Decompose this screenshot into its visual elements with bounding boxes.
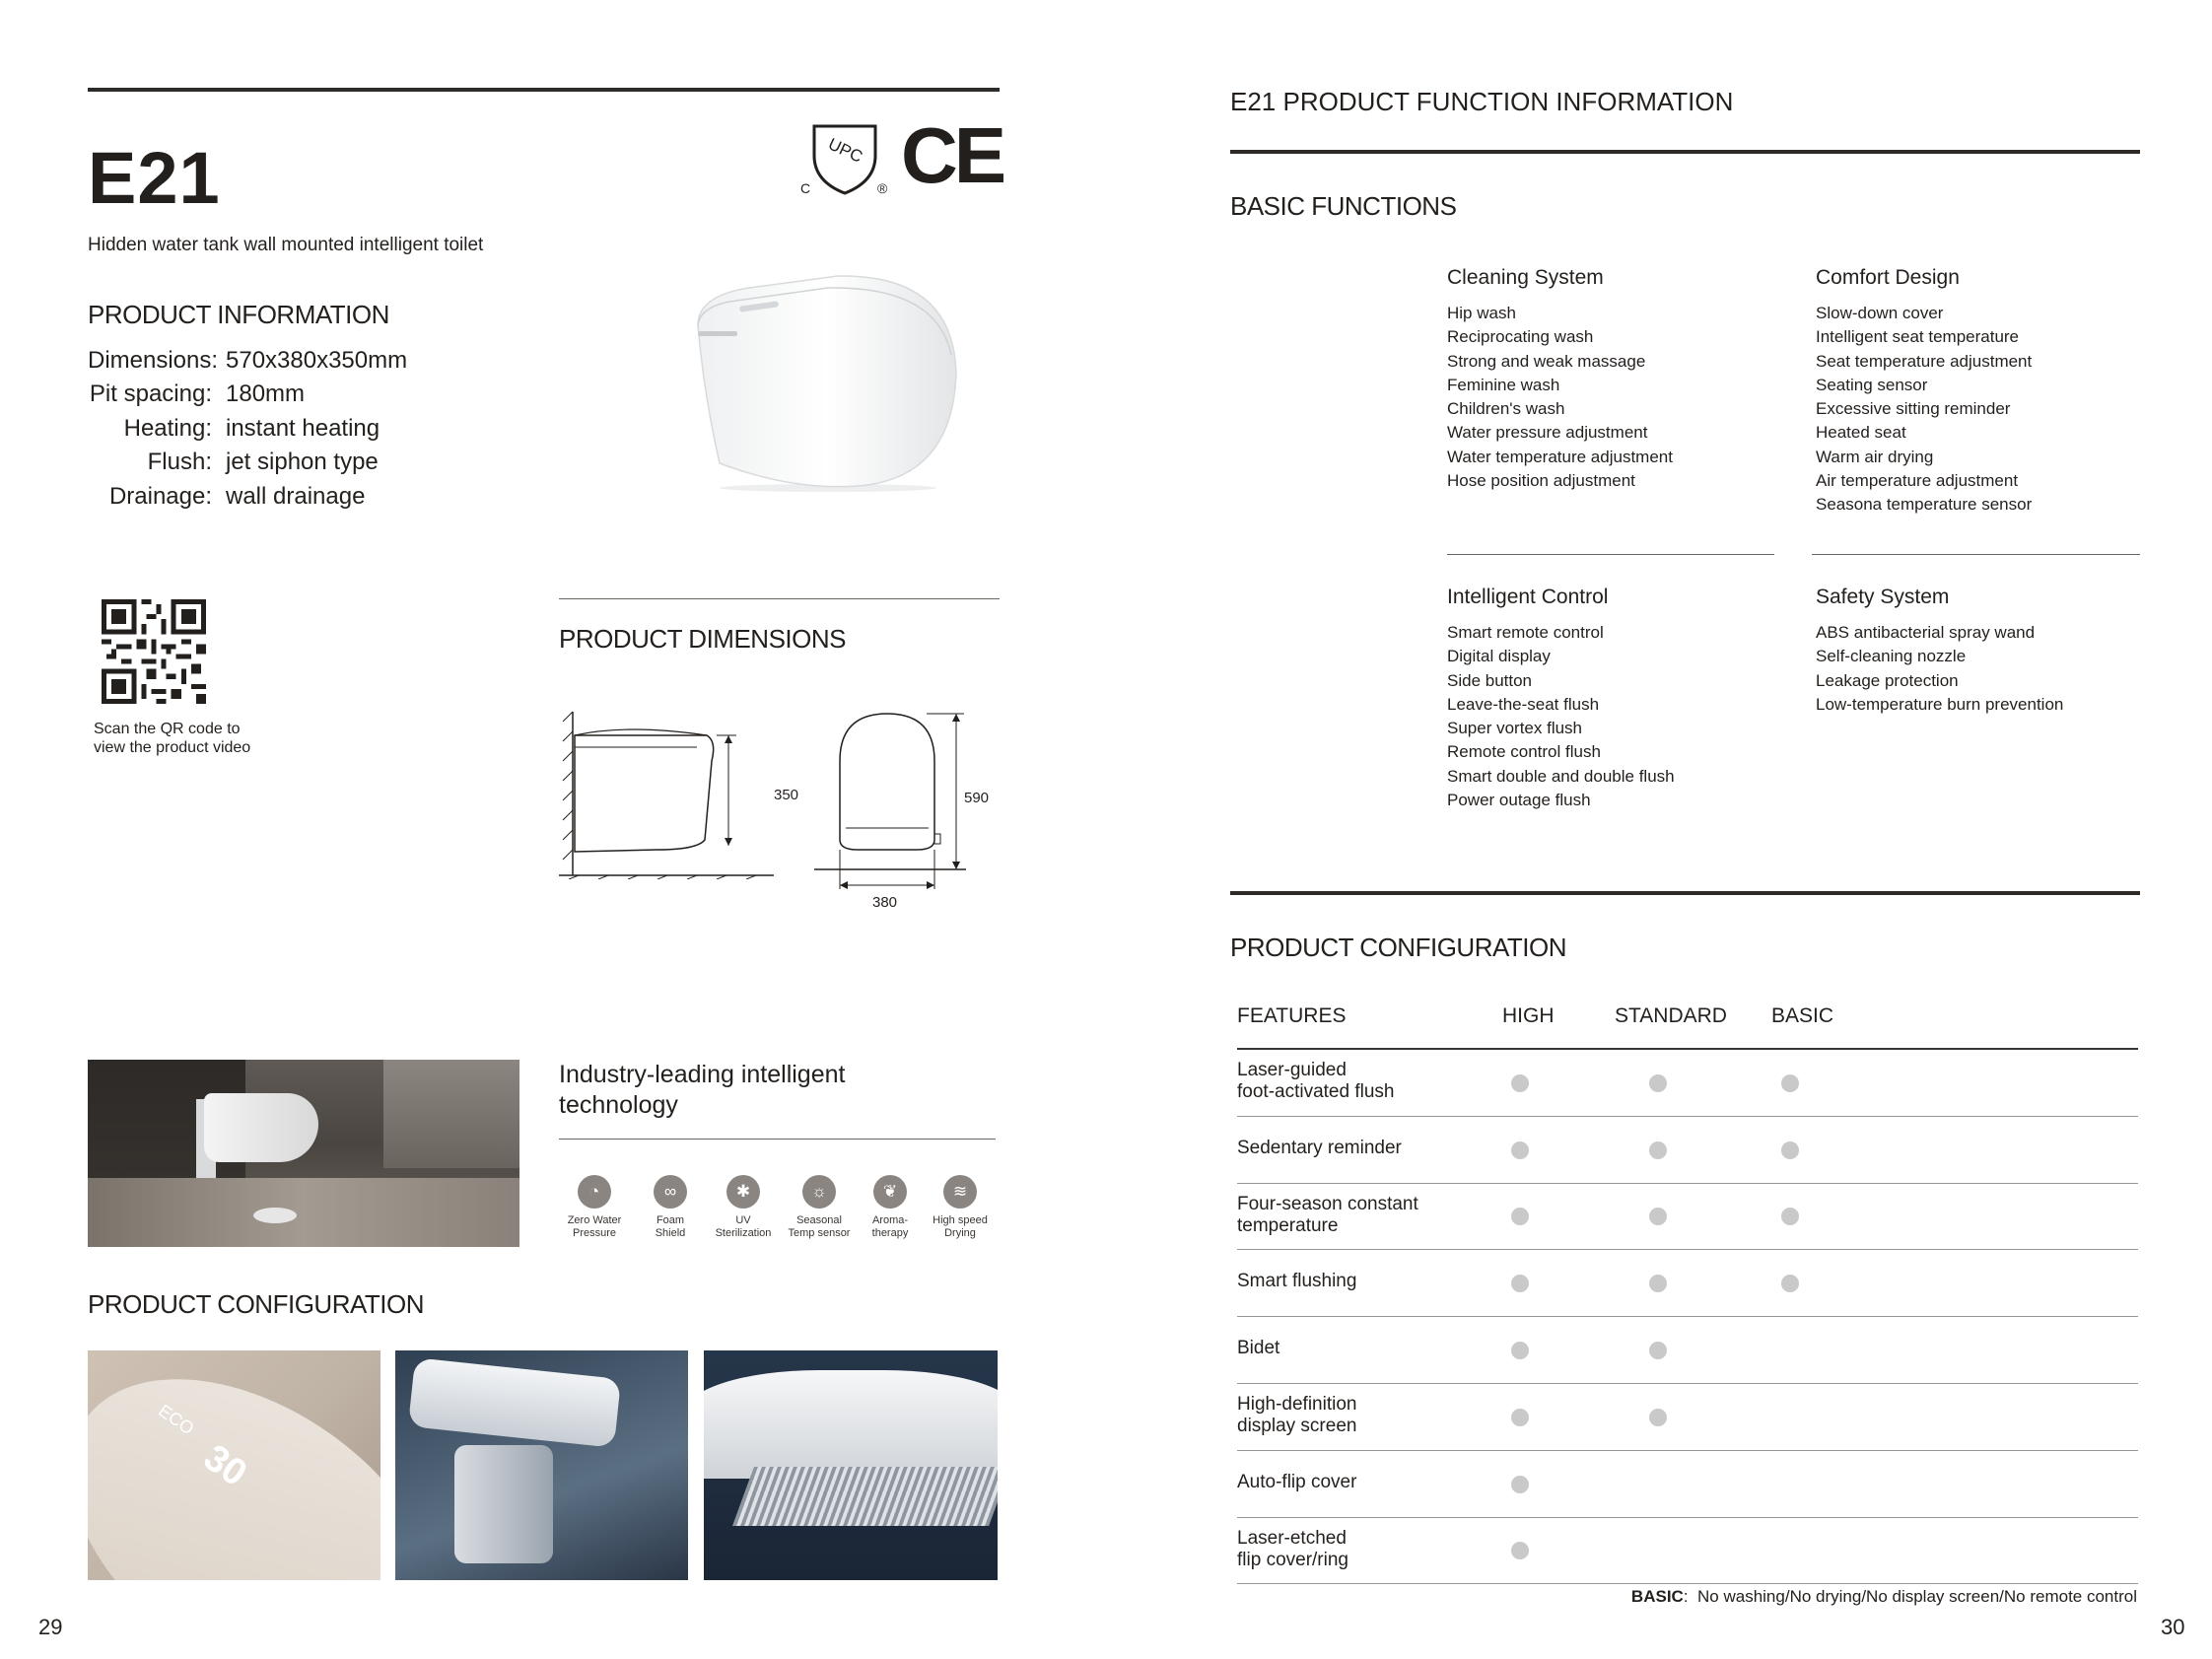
side-view-drawing	[559, 702, 776, 879]
group-item: Seat temperature adjustment	[1816, 351, 2033, 371]
spec-row	[88, 483, 679, 517]
feature-name-line: temperature	[1237, 1214, 1339, 1236]
function-group-control	[1447, 586, 1772, 812]
group-item: Excessive sitting reminder	[1816, 399, 2011, 419]
feature-name	[1237, 1394, 1356, 1437]
feature-name-line: Bidet	[1237, 1338, 1280, 1359]
right-configuration-title: PRODUCT CONFIGURATION	[1230, 933, 1566, 962]
upc-r-text: ®	[877, 180, 888, 196]
group-item: Feminine wash	[1447, 375, 1560, 394]
group-title: Intelligent Control	[1447, 586, 1609, 608]
divider	[559, 1139, 996, 1140]
spec-label: Drainage:	[108, 483, 212, 510]
product-subtitle: Hidden water tank wall mounted intelligent toilet	[88, 235, 484, 255]
function-group-cleaning	[1447, 266, 1772, 493]
standard-included-dot	[1649, 1074, 1667, 1092]
high-included-dot	[1511, 1342, 1529, 1359]
table-row	[1237, 1451, 2138, 1518]
product-dimensions-title: PRODUCT DIMENSIONS	[559, 624, 846, 654]
spec-row	[88, 380, 679, 414]
group-items	[1447, 302, 1772, 493]
leaf-icon: ❦	[873, 1175, 907, 1209]
page-number-right: 30	[2161, 1615, 2185, 1639]
top-view-drawing	[808, 702, 966, 899]
table-header-high: HIGH	[1502, 1004, 1555, 1027]
spec-value: jet siphon type	[226, 449, 379, 475]
group-item: Super vortex flush	[1447, 719, 1583, 738]
technology-title-line: Industry-leading intelligent	[559, 1061, 846, 1088]
note-text: No washing/No drying/No display screen/No remote control	[1697, 1587, 2137, 1606]
feature-name	[1237, 1472, 1356, 1493]
nozzle-photo	[395, 1350, 688, 1580]
table-header-features: FEATURES	[1237, 1004, 1347, 1027]
feature-icon: ✱ UV Sterilization	[706, 1175, 781, 1240]
spec-label: Dimensions:	[88, 347, 219, 374]
feature-name	[1237, 1338, 1279, 1359]
page-number-left: 29	[38, 1615, 63, 1639]
basic-note	[1631, 1587, 2137, 1607]
group-items	[1816, 621, 2141, 717]
group-item: Smart double and double flush	[1447, 766, 1675, 786]
top-rule	[88, 88, 1000, 92]
group-title: Cleaning System	[1447, 266, 1604, 289]
feature-icon: ◔ Zero Water Pressure	[557, 1175, 632, 1240]
config-rule	[1230, 891, 2140, 895]
feature-name-line: display screen	[1237, 1416, 1357, 1436]
table-header-standard: STANDARD	[1615, 1004, 1727, 1027]
feature-name	[1237, 1271, 1356, 1292]
feature-icon: ∞ Foam Shield	[633, 1175, 708, 1240]
group-item: Children's wash	[1447, 399, 1565, 419]
group-item: Leakage protection	[1816, 670, 1959, 690]
gauge-icon: ◔	[578, 1175, 611, 1209]
group-item: Water temperature adjustment	[1447, 447, 1673, 466]
group-item: Seasona temperature sensor	[1816, 495, 2033, 515]
wind-icon: ≋	[943, 1175, 977, 1209]
group-item: ABS antibacterial spray wand	[1816, 623, 2036, 642]
group-title: Safety System	[1816, 586, 1950, 608]
basic-included-dot	[1781, 1074, 1799, 1092]
group-item: Digital display	[1447, 647, 1551, 666]
group-item: Low-temperature burn prevention	[1816, 694, 2064, 714]
function-group-comfort	[1816, 266, 2141, 518]
upc-c-text: C	[800, 180, 811, 196]
seat-detail-photo	[704, 1350, 998, 1580]
spec-value: 180mm	[226, 380, 306, 407]
group-item: Slow-down cover	[1816, 304, 1944, 322]
high-included-dot	[1511, 1208, 1529, 1225]
upc-certification-icon	[800, 122, 889, 199]
group-item: Intelligent seat temperature	[1816, 327, 2020, 347]
spec-row	[88, 449, 679, 482]
group-item: Leave-the-seat flush	[1447, 694, 1600, 714]
divider	[559, 598, 1000, 599]
spec-row	[88, 347, 679, 380]
toilet-product-image	[690, 266, 966, 493]
high-included-dot	[1511, 1409, 1529, 1426]
group-item: Smart remote control	[1447, 623, 1604, 642]
group-item: Strong and weak massage	[1447, 351, 1646, 371]
table-header-basic: BASIC	[1771, 1004, 1834, 1027]
table-row	[1237, 1250, 2138, 1317]
qr-caption-line: view the product video	[94, 739, 251, 756]
group-item: Air temperature adjustment	[1816, 471, 2019, 491]
basic-functions-title: BASIC FUNCTIONS	[1230, 191, 1457, 221]
feature-name-line: Four-season constant	[1237, 1193, 1418, 1214]
high-included-dot	[1511, 1275, 1529, 1292]
group-item: Warm air drying	[1816, 447, 1934, 466]
table-row	[1237, 1117, 2138, 1184]
spec-row	[88, 415, 679, 449]
feature-icon: ☼ Seasonal Temp sensor	[782, 1175, 857, 1240]
feature-icon-row	[559, 1175, 996, 1244]
high-included-dot	[1511, 1542, 1529, 1559]
model-title: E21	[88, 137, 221, 219]
note-colon: :	[1683, 1587, 1689, 1606]
table-row	[1237, 1518, 2138, 1585]
group-item: Side button	[1447, 670, 1533, 690]
control-panel-photo	[88, 1350, 380, 1580]
function-group-safety	[1816, 586, 2141, 717]
top-rule-right	[1230, 150, 2140, 154]
feature-name-line: flip cover/ring	[1237, 1549, 1348, 1570]
left-configuration-title: PRODUCT CONFIGURATION	[88, 1289, 424, 1319]
feature-name	[1237, 1528, 1348, 1571]
divider	[1447, 554, 1774, 555]
feature-name-line: Sedentary reminder	[1237, 1137, 1402, 1158]
table-row	[1237, 1384, 2138, 1451]
eco-text: ECO	[155, 1400, 198, 1439]
technology-title	[559, 1060, 874, 1121]
spec-value: 570x380x350mm	[226, 347, 408, 374]
basic-included-dot	[1781, 1208, 1799, 1225]
group-item: Water pressure adjustment	[1447, 423, 1648, 443]
feature-name	[1237, 1194, 1418, 1237]
table-row	[1237, 1184, 2138, 1251]
feature-name-line: foot-activated flush	[1237, 1081, 1395, 1102]
feature-name-line: High-definition	[1237, 1394, 1357, 1415]
row-divider	[1237, 1583, 2138, 1584]
group-items	[1447, 621, 1772, 812]
ce-mark: CE	[901, 111, 1003, 199]
group-item: Hip wash	[1447, 304, 1516, 322]
product-info-title: PRODUCT INFORMATION	[88, 300, 389, 329]
function-info-title: E21 PRODUCT FUNCTION INFORMATION	[1230, 87, 1734, 116]
feature-name-line: Laser-etched	[1237, 1527, 1347, 1549]
table-row	[1237, 1050, 2138, 1117]
group-title: Comfort Design	[1816, 266, 1960, 289]
sun-icon: ☼	[802, 1175, 836, 1209]
qr-caption	[94, 720, 250, 757]
group-item: Self-cleaning nozzle	[1816, 647, 1967, 666]
group-item: Heated seat	[1816, 423, 1906, 443]
qr-code[interactable]	[102, 599, 206, 704]
foam-icon: ∞	[654, 1175, 687, 1209]
spec-value: instant heating	[226, 415, 380, 442]
dim-height-label: 350	[774, 787, 799, 803]
standard-included-dot	[1649, 1141, 1667, 1159]
feature-name-line: Smart flushing	[1237, 1271, 1357, 1292]
standard-included-dot	[1649, 1275, 1667, 1292]
spec-value: wall drainage	[226, 483, 366, 510]
feature-name-line: Auto-flip cover	[1237, 1471, 1357, 1492]
standard-included-dot	[1649, 1208, 1667, 1225]
standard-included-dot	[1649, 1409, 1667, 1426]
temperature-display: 30	[196, 1436, 254, 1495]
uv-icon: ✱	[726, 1175, 760, 1209]
group-item: Hose position adjustment	[1447, 471, 1635, 491]
standard-included-dot	[1649, 1342, 1667, 1359]
qr-caption-line: Scan the QR code to	[94, 721, 241, 737]
group-item: Seating sensor	[1816, 375, 1928, 394]
feature-icon: ❦ Aroma- therapy	[853, 1175, 928, 1240]
high-included-dot	[1511, 1476, 1529, 1493]
spec-label: Pit spacing:	[89, 380, 212, 407]
group-items	[1816, 302, 2141, 518]
group-item: Power outage flush	[1447, 791, 1591, 810]
note-label: BASIC	[1630, 1587, 1684, 1606]
feature-name	[1237, 1138, 1402, 1159]
divider	[1812, 554, 2140, 555]
table-row	[1237, 1317, 2138, 1384]
group-item: Remote control flush	[1447, 742, 1601, 762]
group-item: Reciprocating wash	[1447, 327, 1594, 347]
technology-title-line: technology	[559, 1091, 678, 1119]
basic-included-dot	[1781, 1141, 1799, 1159]
basic-included-dot	[1781, 1275, 1799, 1292]
feature-name	[1237, 1060, 1394, 1103]
feature-name-line: Laser-guided	[1237, 1060, 1347, 1080]
dim-width-label: 380	[872, 894, 898, 911]
high-included-dot	[1511, 1141, 1529, 1159]
upc-text: UPC	[825, 134, 865, 167]
dim-depth-label: 590	[964, 790, 990, 806]
spec-label: Flush:	[147, 449, 212, 475]
bathroom-photo	[88, 1060, 519, 1247]
feature-icon: ≋ High speed Drying	[923, 1175, 998, 1240]
high-included-dot	[1511, 1074, 1529, 1092]
spec-label: Heating:	[123, 415, 212, 442]
